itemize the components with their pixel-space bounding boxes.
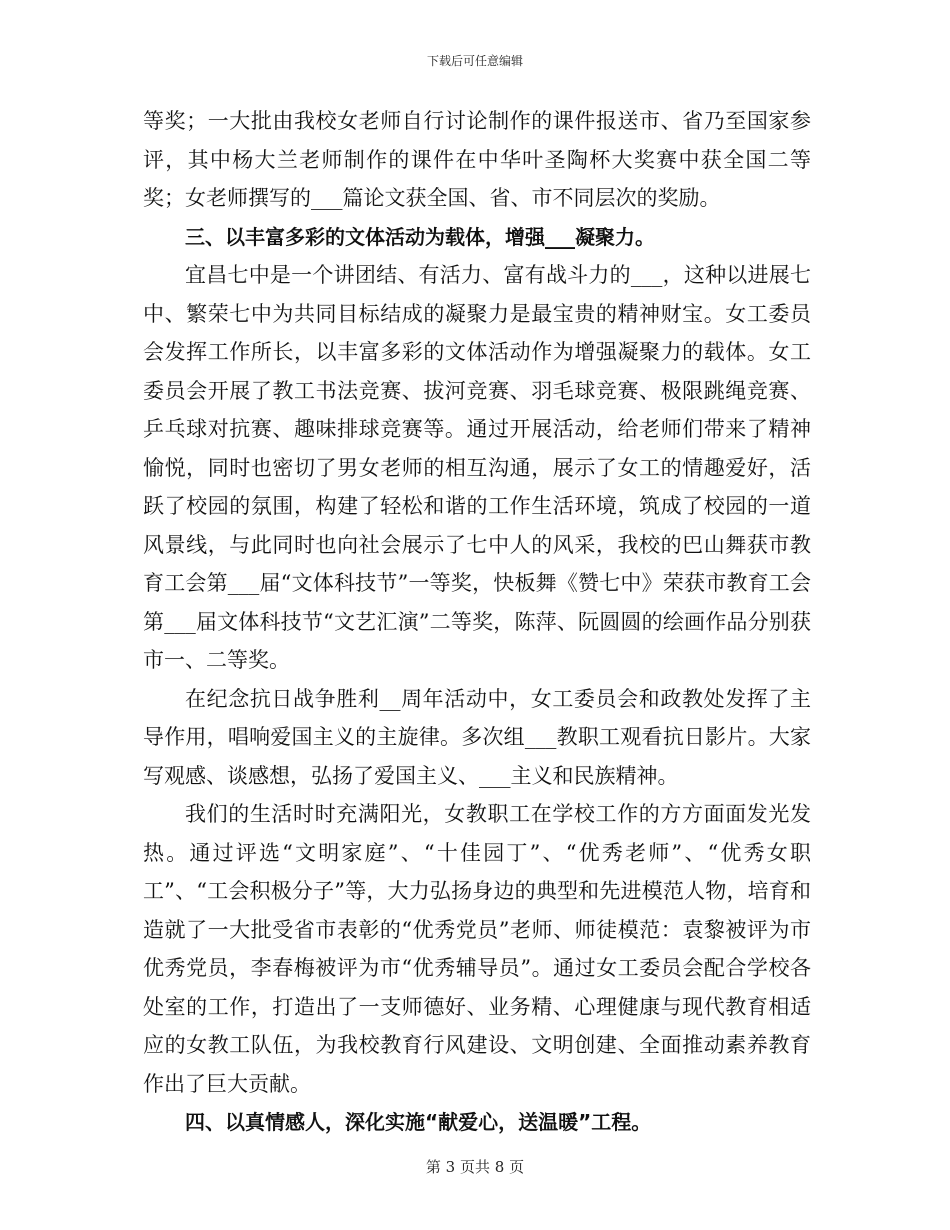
- paragraph-awards: 等奖；一大批由我校女老师自行讨论制作的课件报送市、省乃至国家参评，其中杨大兰老师制作的课件在中华叶圣陶杯大奖赛中获全国二等奖；女老师撰写的___篇论文获全国、省、市不同层次的奖励。: [143, 109, 811, 210]
- paragraph-anniversary: 在纪念抗日战争胜利__周年活动中，女工委员会和政教处发挥了主导作用，唱响爱国主义的主旋律。多次组___教职工观看抗日影片。大家写观感、谈感想，弘扬了爱国主义、___主义和民族精神。: [143, 686, 811, 788]
- paragraph-honors: 我们的生活时时充满阳光，女教职工在学校工作的方方面面发光发热。通过评选“文明家庭”、“十佳园丁”、“优秀老师”、“优秀女职工”、“工会积极分子”等，大力弘扬身边的典型和先进模范人物，培育和造就了一大批受省市表彰的“优秀党员”老师、师徒模范：袁黎被评为市优秀党员，李春梅被评为市“优秀辅导员”。通过女工委员会配合学校各处室的工作，打造出了一支师德好、业务精、心理健康与现代教育相适应的女教工队伍，为我校教育行风建设、文明创建、全面推动素养教育作出了巨大贡献。: [143, 802, 811, 1096]
- document-body: [143, 102, 811, 1142]
- page-footer: 第 3 页共 8 页: [425, 1158, 525, 1176]
- section-heading-3: 三、以丰富多彩的文体活动为载体，增强___凝聚力。: [185, 224, 655, 249]
- section-heading-4: 四、以真情感人，深化实施“献爱心，送温暖”工程。: [185, 1110, 652, 1134]
- page-header: 下载后可任意编辑: [426, 54, 523, 68]
- paragraph-activities: 宜昌七中是一个讲团结、有活力、富有战斗力的___，这种以进展七中、繁荣七中为共同目标结成的凝聚力是最宝贵的精神财宝。女工委员会发挥工作所长，以丰富多彩的文体活动作为增强凝聚力的载体。女工委员会开展了教工书法竞赛、拔河竞赛、羽毛球竞赛、极限跳绳竞赛、乒乓球对抗赛、趣味排球竞赛等。通过开展活动，给老师们带来了精神愉悦，同时也密切了男女老师的相互沟通，展示了女工的情趣爱好，活跃了校园的氛围，构建了轻松和谐的工作生活环境，筑成了校园的一道风景线，与此同时也向社会展示了七中人的风采，我校的巴山舞获市教育工会第___届“文体科技节”一等奖，快板舞《赞七中》荣获市教育工会第___届文体科技节“文艺汇演”二等奖，陈萍、阮圆圆的绘画作品分别获市一、二等奖。: [143, 263, 811, 672]
